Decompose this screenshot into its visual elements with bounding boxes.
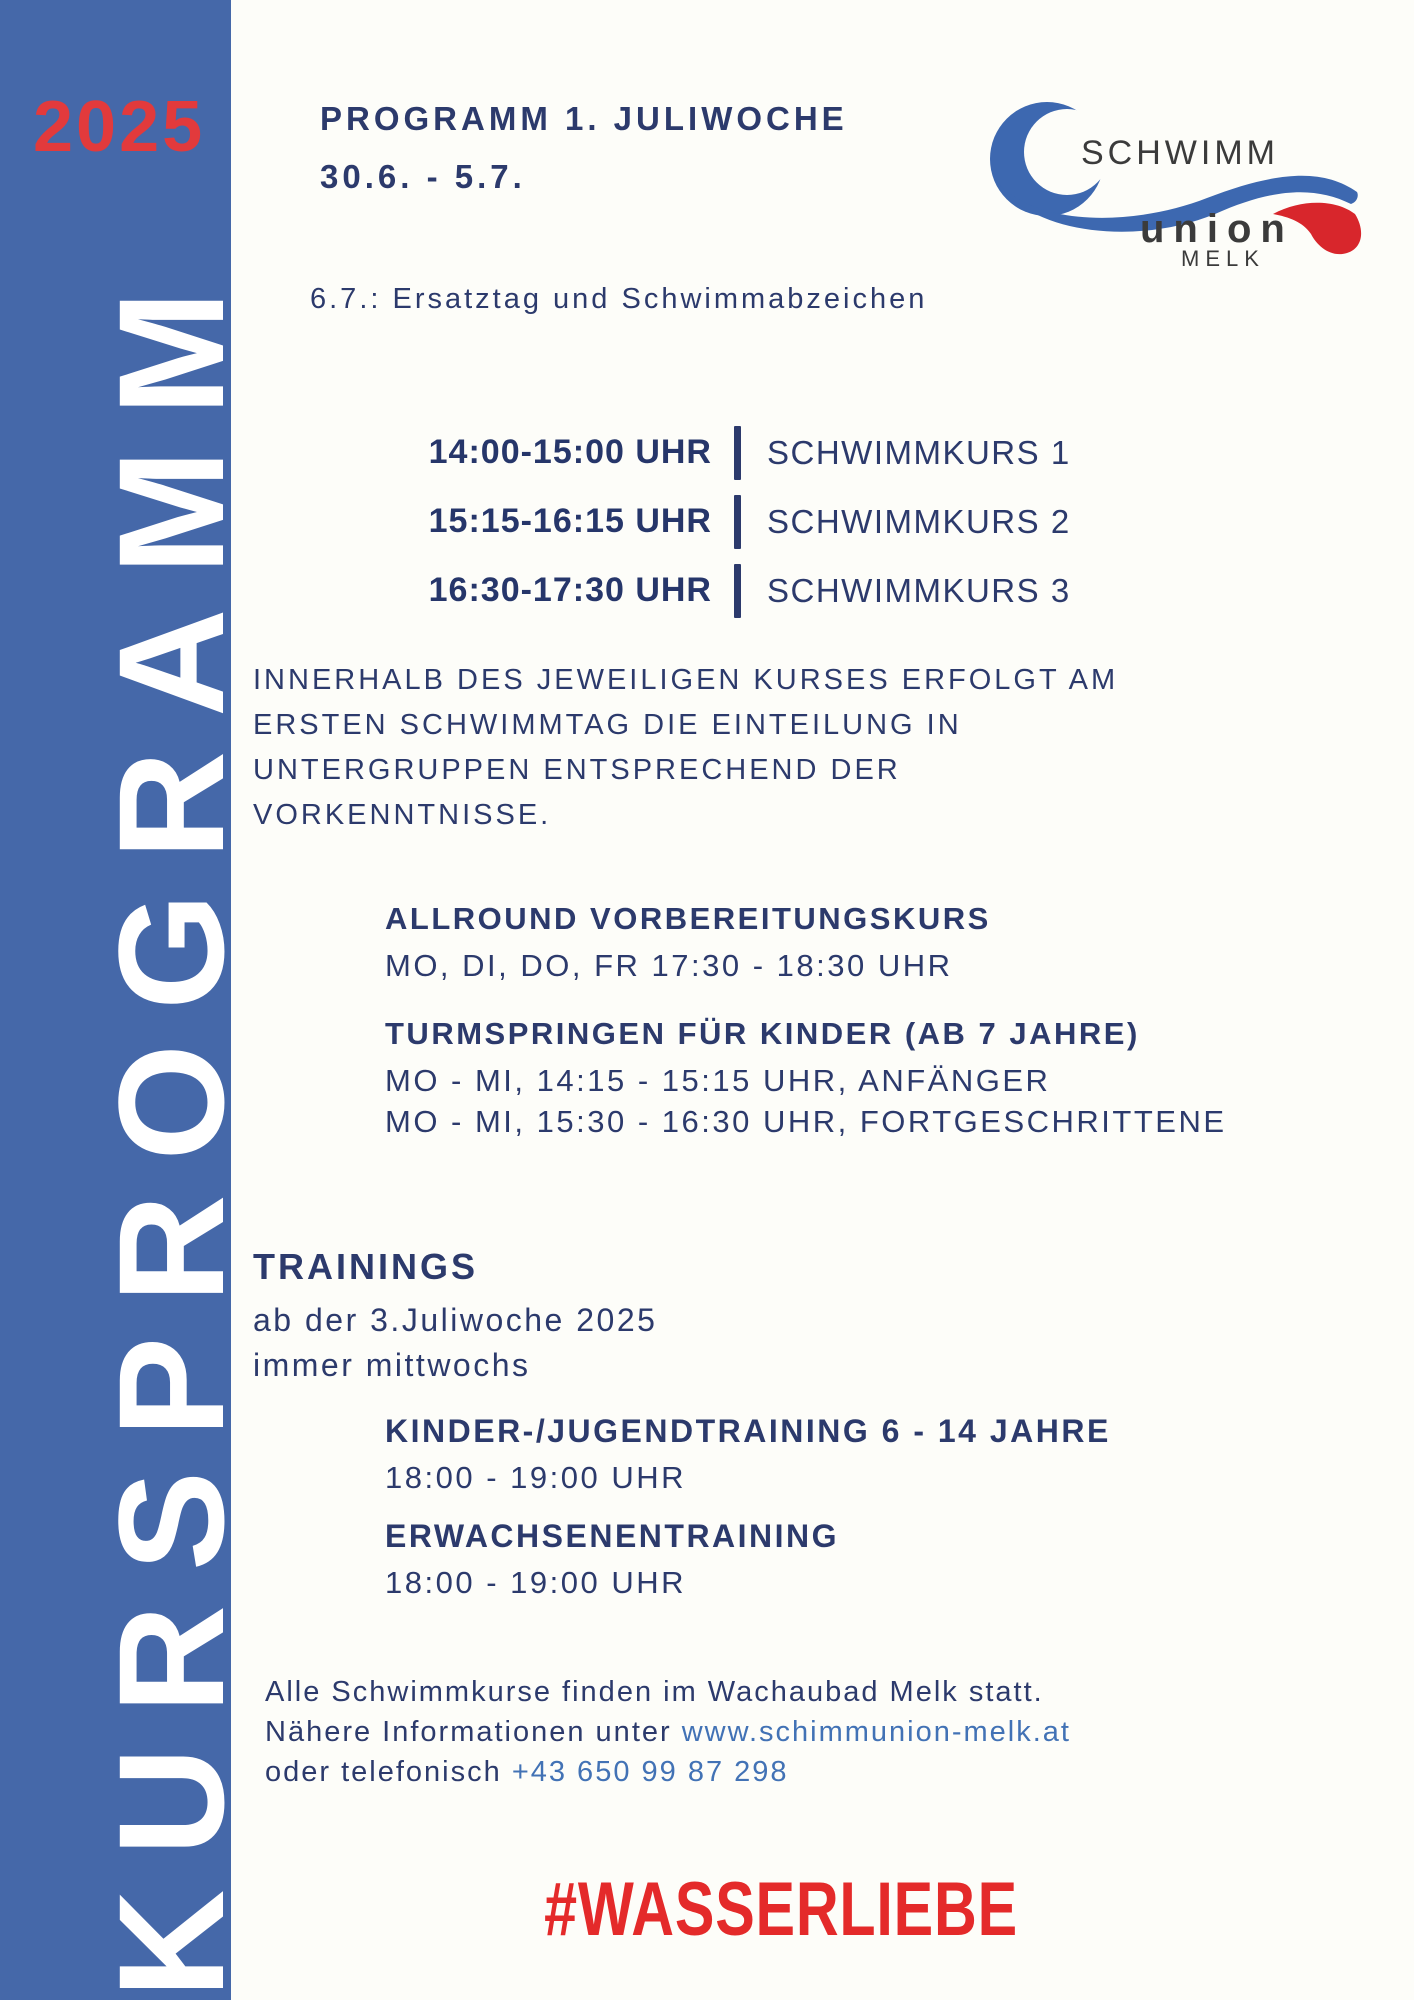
kinder-jugend-training-block	[385, 1413, 1111, 1496]
course-title: TURMSPRINGEN FÜR KINDER (AB 7 JAHRE)	[385, 1016, 1140, 1051]
program-title-line2: 30.6. - 5.7.	[320, 158, 526, 195]
training-time: 18:00 - 19:00 UHR	[385, 1565, 686, 1600]
logo-word-union: union	[1140, 207, 1294, 251]
schwimm-union-melk-logo	[985, 72, 1365, 272]
trainings-start-note: ab der 3.Juliwoche 2025	[253, 1302, 658, 1338]
phone-link[interactable]: +43 650 99 87 298	[511, 1756, 789, 1788]
separator-bar	[734, 495, 741, 549]
course-times: MO, DI, DO, FR 17:30 - 18:30 UHR	[385, 948, 953, 983]
footer-phone-line	[265, 1752, 1071, 1792]
erwachsenen-training-block	[385, 1518, 839, 1601]
logo-graphic	[985, 72, 1365, 272]
trainings-heading: TRAININGS	[253, 1246, 478, 1287]
training-time: 18:00 - 19:00 UHR	[385, 1460, 686, 1495]
training-title: KINDER-/JUGENDTRAINING 6 - 14 JAHRE	[385, 1413, 1111, 1449]
footer-info-prefix: Nähere Informationen unter	[265, 1716, 682, 1748]
schedule-row-1	[330, 418, 1071, 487]
turmspringen-course-block	[385, 1016, 1227, 1142]
training-title: ERWACHSENENTRAINING	[385, 1518, 840, 1554]
schedule-course: SCHWIMMKURS 3	[767, 571, 1071, 609]
course-times-beginner: MO - MI, 14:15 - 15:15 UHR, ANFÄNGER	[385, 1063, 1051, 1098]
footer-info-line	[265, 1712, 1071, 1752]
course-times-advanced: MO - MI, 15:30 - 16:30 UHR, FORTGESCHRITTENE	[385, 1104, 1227, 1139]
schedule-course: SCHWIMMKURS 1	[767, 433, 1071, 471]
footer-info	[265, 1672, 1071, 1792]
logo-word-schwimm: SCHWIMM	[1081, 134, 1279, 172]
hashtag-wasserliebe: #WASSERLIEBE	[544, 1867, 1018, 1952]
schedule-course: SCHWIMMKURS 2	[767, 502, 1071, 540]
note-line: INNERHALB DES JEWEILIGEN KURSES ERFOLGT AM	[253, 664, 1119, 696]
schedule-time: 14:00-15:00 UHR	[428, 433, 712, 471]
schedule-time: 15:15-16:15 UHR	[428, 502, 712, 540]
website-link[interactable]: www.schimmunion-melk.at	[681, 1716, 1071, 1748]
schedule-time: 16:30-17:30 UHR	[428, 571, 712, 609]
footer-location-line: Alle Schwimmkurse finden im Wachaubad Melk statt.	[265, 1676, 1044, 1708]
footer-phone-prefix: oder telefonisch	[265, 1756, 512, 1788]
logo-word-melk: MELK	[1181, 246, 1265, 271]
note-line: ERSTEN SCHWIMMTAG DIE EINTEILUNG IN	[253, 709, 962, 741]
separator-bar	[734, 426, 741, 480]
schedule-row-2	[330, 487, 1071, 556]
note-line: VORKENNTNISSE.	[253, 799, 552, 831]
replacement-day-note: 6.7.: Ersatztag und Schwimmabzeichen	[310, 283, 928, 315]
schedule-row-3	[330, 556, 1071, 625]
grouping-note	[253, 658, 1118, 838]
course-title: ALLROUND VORBEREITUNGSKURS	[385, 901, 991, 936]
separator-bar	[734, 564, 741, 618]
program-title-line1: PROGRAMM 1. JULIWOCHE	[320, 100, 848, 137]
course-schedule	[330, 418, 1071, 625]
note-line: UNTERGRUPPEN ENTSPRECHEND DER	[253, 754, 901, 786]
allround-course-block	[385, 901, 991, 986]
vertical-title-kursprogramm: KURSPROGRAMM	[87, 256, 255, 1998]
trainings-weekday-note: immer mittwochs	[253, 1347, 531, 1383]
year-label: 2025	[33, 87, 206, 167]
